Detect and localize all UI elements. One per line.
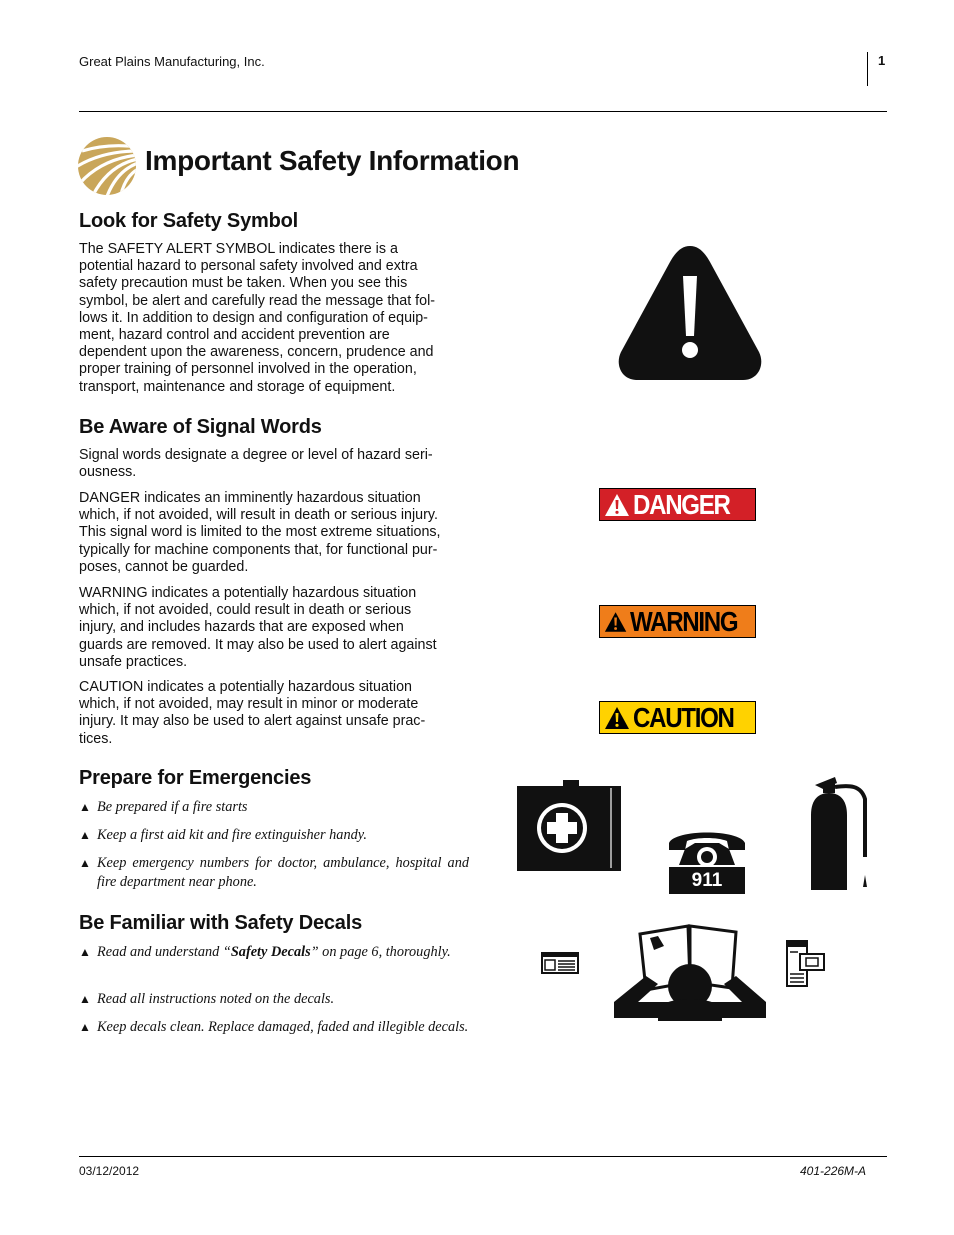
- warning-paragraph: WARNING indicates a potentially hazardous situation which, if not avoided, could result in death or serious injury, and includes hazards that are exposed when guards are removed. It may also be used to alert against unsafe practices.: [79, 585, 437, 670]
- list-item: ▲ Keep a first aid kit and fire extinguisher handy.: [79, 827, 367, 843]
- warning-label: WARNING: [630, 605, 738, 637]
- first-aid-kit-icon: [515, 778, 623, 873]
- bullet-triangle-icon: ▲: [79, 1020, 91, 1034]
- signal-intro-paragraph: Signal words designate a degree or level of hazard seri- ousness.: [79, 447, 433, 481]
- header-rule: [79, 111, 887, 112]
- list-item: ▲ Keep decals clean. Replace damaged, faded and illegible decals.: [79, 1019, 469, 1035]
- safety-decals-link[interactable]: Safety Decals: [230, 944, 311, 960]
- safety-symbol-paragraph: The SAFETY ALERT SYMBOL indicates there is a potential hazard to personal safety involved and extra safety precaution must be taken. When you see this symbol, be alert and carefully read the message that fol- lows it. In addition to design and configuration of equip- ment, hazard control and accident prevention are dependent upon the awareness, concern, prudence and proper training of personnel involved in the operation, transport, maintenance and storage of equipment.: [79, 241, 436, 395]
- caution-paragraph: CAUTION indicates a potentially hazardous situation which, if not avoided, may result in minor or moderate injury. It may also be used to alert against unsafe prac- tices.: [79, 679, 426, 747]
- caution-label: CAUTION: [633, 701, 734, 733]
- header-company: Great Plains Manufacturing, Inc.: [79, 54, 265, 69]
- page-title: Important Safety Information: [145, 145, 520, 176]
- bullet-triangle-icon: ▲: [79, 800, 91, 814]
- header-divider: [867, 52, 868, 86]
- danger-label: DANGER: [633, 488, 730, 520]
- page-number: 1: [878, 53, 886, 68]
- footer-date: 03/12/2012: [79, 1164, 140, 1178]
- emergency-number: 911: [691, 870, 723, 891]
- alert-triangle-icon: [604, 706, 630, 730]
- great-plains-logo-icon: [78, 137, 136, 195]
- bullet-triangle-icon: ▲: [79, 856, 91, 870]
- bullet-triangle-icon: ▲: [79, 945, 91, 959]
- reading-person-icon: [610, 918, 770, 1021]
- heading-safety-decals: Be Familiar with Safety Decals: [79, 912, 363, 934]
- list-item: ▲ Be prepared if a fire starts: [79, 799, 248, 815]
- bullet-triangle-icon: ▲: [79, 992, 91, 1006]
- alert-triangle-icon: [604, 493, 630, 517]
- heading-signal-words: Be Aware of Signal Words: [79, 416, 322, 438]
- fire-extinguisher-icon: [805, 775, 875, 893]
- danger-sign: [599, 488, 756, 521]
- bullet-triangle-icon: ▲: [79, 828, 91, 842]
- list-item: ▲ Keep emergency numbers for doctor, ambulance, hospital and fire department near phone.: [79, 855, 469, 890]
- heading-safety-symbol: Look for Safety Symbol: [79, 210, 298, 232]
- danger-paragraph: DANGER indicates an imminently hazardous situation which, if not avoided, will result in death or serious injury. This signal word is limited to the most extreme situations, typically for machine components that, for functional pur- poses, cannot be guarded.: [79, 490, 441, 575]
- safety-alert-icon: [615, 240, 765, 385]
- decal-icon: [541, 952, 579, 974]
- footer-rule: [79, 1156, 887, 1157]
- decal-icon: [786, 940, 826, 988]
- warning-sign: [599, 605, 756, 638]
- caution-sign: [599, 701, 756, 734]
- footer-doc-number: 401-226M-A: [800, 1164, 867, 1178]
- list-item: ▲ Read and understand “Safety Decals” on page 6, thoroughly.: [79, 944, 451, 960]
- heading-emergencies: Prepare for Emergencies: [79, 767, 312, 789]
- alert-triangle-icon: [604, 610, 627, 634]
- list-item: ▲ Read all instructions noted on the decals.: [79, 991, 335, 1007]
